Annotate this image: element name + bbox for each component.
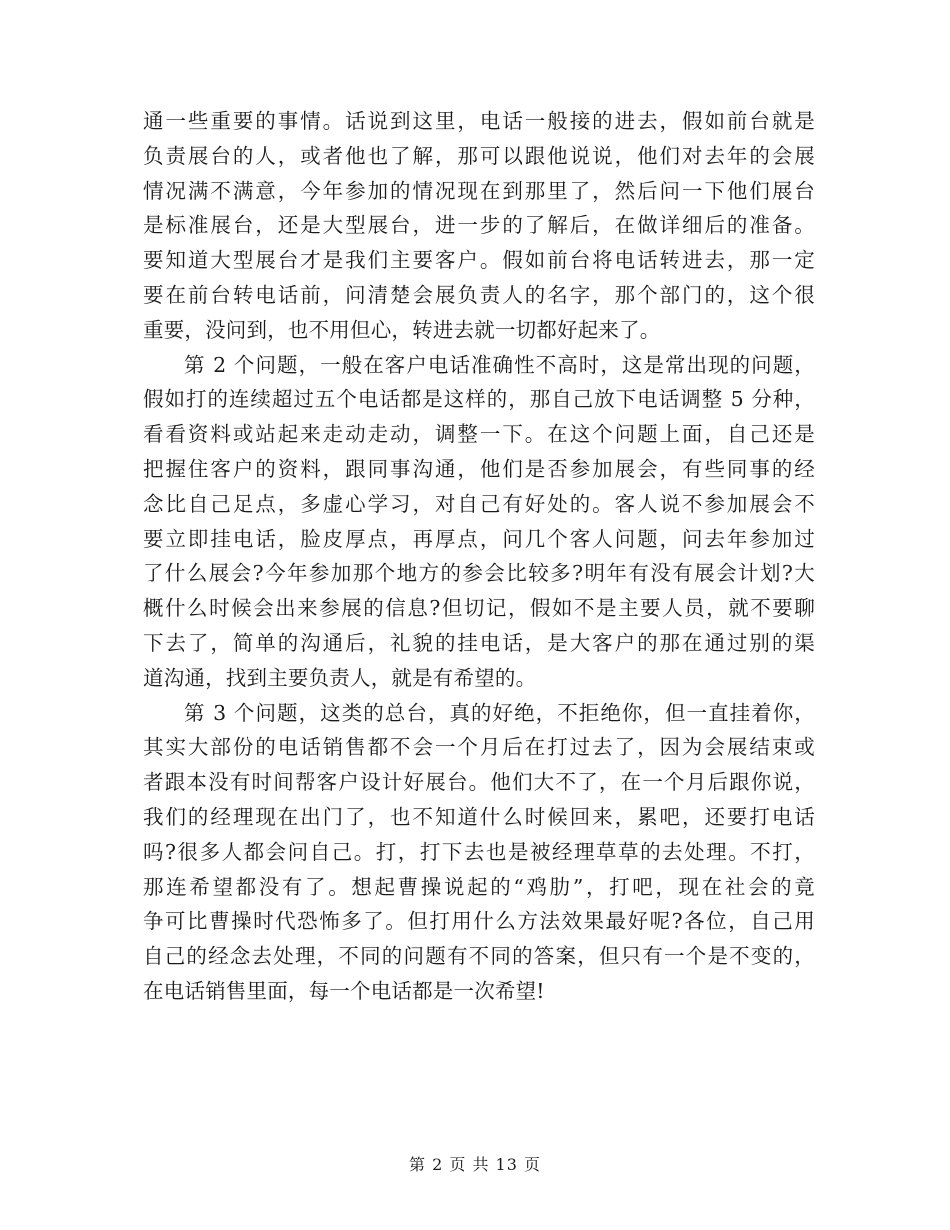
text-line: 把握住客户的资料，跟同事沟通，他们是否参加展会，有些同事的经 xyxy=(143,456,815,481)
text-line: 争可比曹操时代恐怖多了。但打用什么方法效果最好呢?各位，自己用 xyxy=(143,909,815,934)
text-line: 概什么时候会出来参展的信息?但切记，假如不是主要人员，就不要聊 xyxy=(143,596,815,621)
text-line: 吗?很多人都会问自己。打，打下去也是被经理草草的去处理。不打， xyxy=(143,839,815,864)
text-line: 重要，没问到，也不用但心，转进去就一切都好起来了。 xyxy=(143,317,661,342)
text-line: 念比自己足点，多虚心学习，对自己有好处的。客人说不参加展会不 xyxy=(143,491,815,516)
text-line: 下去了，简单的沟通后，礼貌的挂电话，是大客户的那在通过别的渠 xyxy=(143,630,815,655)
text-line: 在电话销售里面，每一个电话都是一次希望! xyxy=(143,978,545,1003)
text-line: 者跟本没有时间帮客户设计好展台。他们大不了，在一个月后跟你说， xyxy=(143,770,815,795)
text-line: 负责展台的人，或者他也了解，那可以跟他说说，他们对去年的会展 xyxy=(143,143,815,168)
text-line: 第 2 个问题，一般在客户电话准确性不高时，这是常出现的问题， xyxy=(184,352,815,377)
text-line: 要知道大型展台才是我们主要客户。假如前台将电话转进去，那一定 xyxy=(143,248,815,273)
document-body xyxy=(143,104,815,1009)
text-line: 是标准展台，还是大型展台，进一步的了解后，在做详细后的准备。 xyxy=(143,213,815,238)
text-line: 自己的经念去处理，不同的问题有不同的答案，但只有一个是不变的， xyxy=(143,944,815,969)
text-line: 了什么展会?今年参加那个地方的参会比较多?明年有没有展会计划?大 xyxy=(143,561,815,586)
text-line: 看看资料或站起来走动走动，调整一下。在这个问题上面，自己还是 xyxy=(143,422,815,447)
text-line: 情况满不满意，今年参加的情况现在到那里了，然后问一下他们展台 xyxy=(143,178,815,203)
text-line: 假如打的连续超过五个电话都是这样的，那自己放下电话调整 5 分种， xyxy=(143,387,815,412)
page-number-footer: 第 2 页 共 13 页 xyxy=(409,1155,541,1174)
text-line: 第 3 个问题，这类的总台，真的好绝，不拒绝你，但一直挂着你， xyxy=(184,700,815,725)
paragraph-3 xyxy=(143,696,815,1009)
text-line: 其实大部份的电话销售都不会一个月后在打过去了，因为会展结束或 xyxy=(143,735,815,760)
paragraph-1 xyxy=(143,104,815,348)
text-line: 我们的经理现在出门了，也不知道什么时候回来，累吧，还要打电话 xyxy=(143,804,815,829)
text-line: 道沟通，找到主要负责人，就是有希望的。 xyxy=(143,665,537,690)
text-line: 那连希望都没有了。想起曹操说起的“鸡肋”，打吧，现在社会的竟 xyxy=(143,874,815,899)
paragraph-2 xyxy=(143,348,815,696)
text-line: 要在前台转电话前，问清楚会展负责人的名字，那个部门的，这个很 xyxy=(143,282,815,307)
text-line: 要立即挂电话，脸皮厚点，再厚点，问几个客人问题，问去年参加过 xyxy=(143,526,815,551)
text-line: 通一些重要的事情。话说到这里，电话一般接的进去，假如前台就是 xyxy=(143,109,815,133)
